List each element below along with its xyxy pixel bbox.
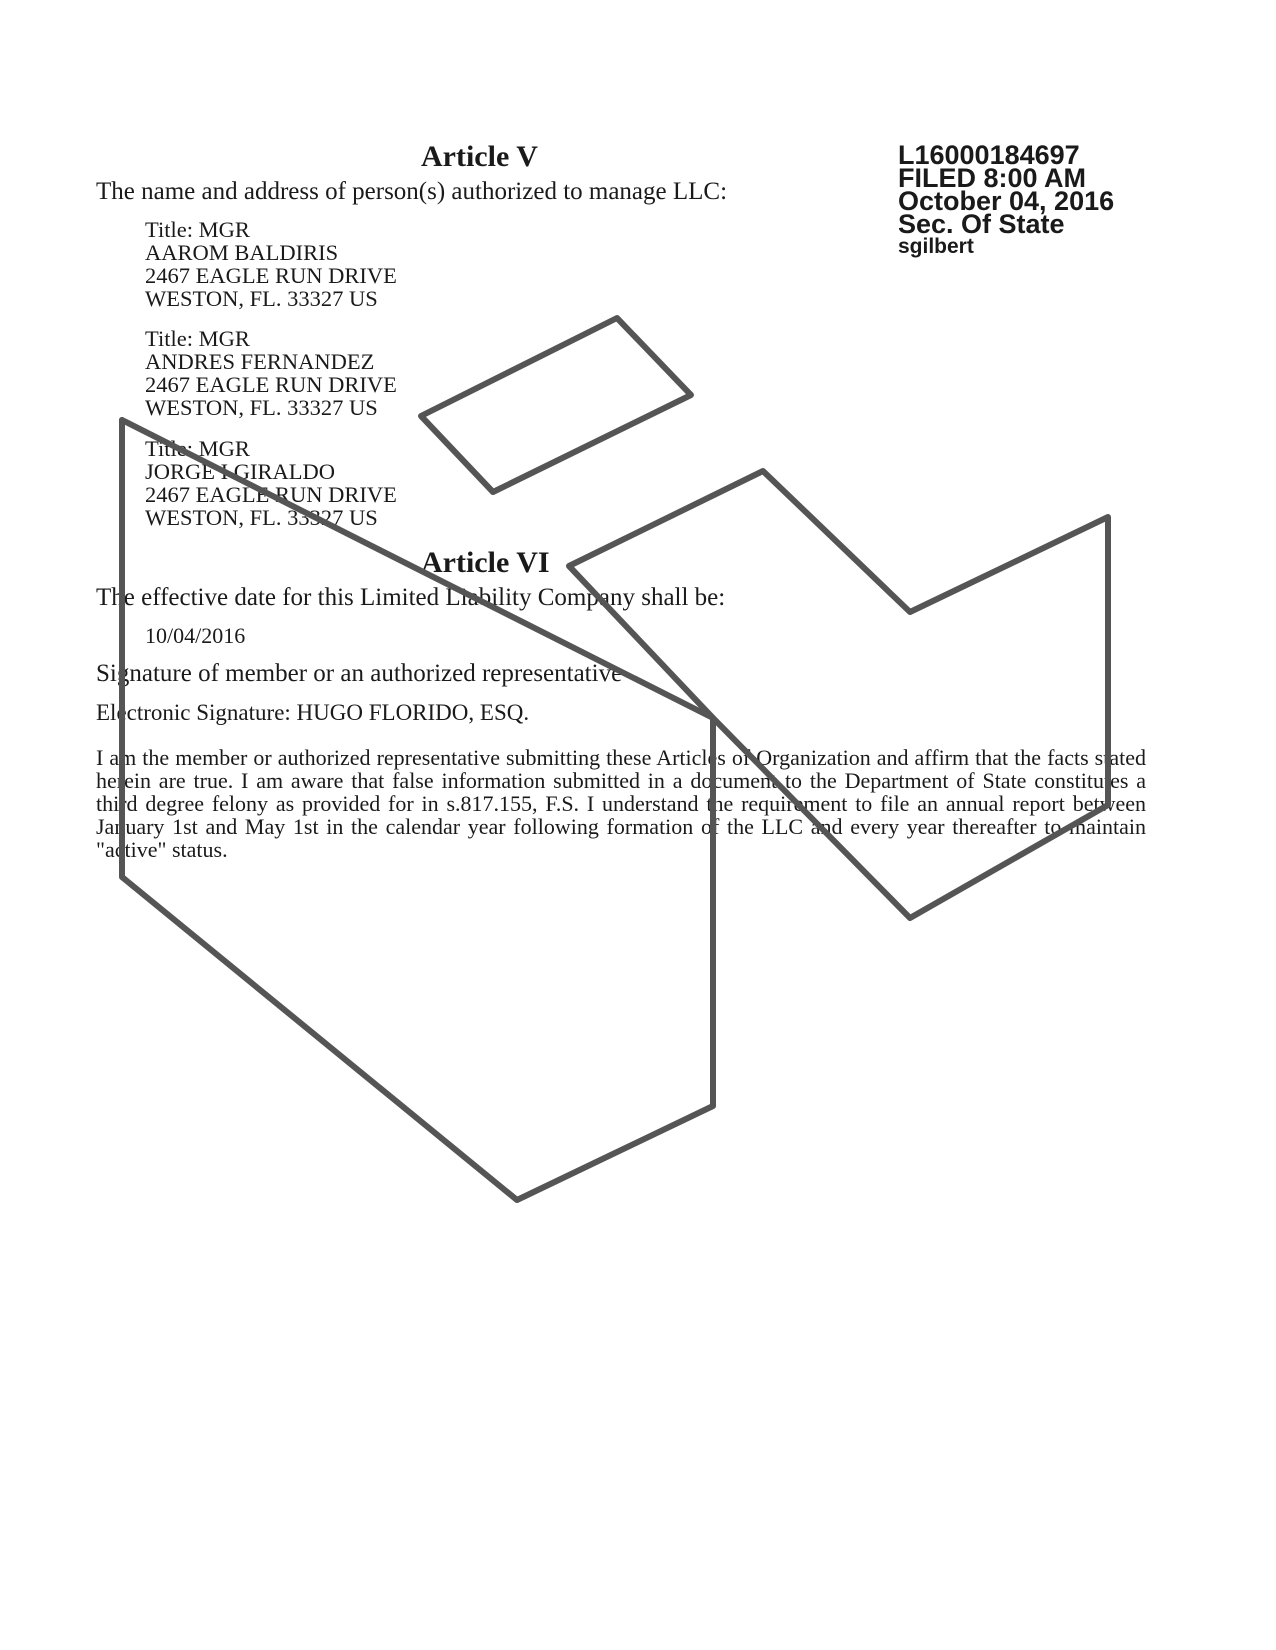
manager-block-1 [145, 218, 397, 310]
article-v-intro: The name and address of person(s) authorized to manage LLC: [96, 178, 728, 205]
filing-stamp [898, 140, 1115, 258]
manager-city: WESTON, FL. 33327 US [145, 286, 378, 311]
stamp-filed-time: FILED 8:00 AM [898, 163, 1087, 193]
affirmation-paragraph: I am the member or authorized representative submitting these Articles of Organization and affirm that the facts stated herein are true. I am aware that false information submitted in a document to the Department of State constitutes a third degree felony as provided for in s.817.155, F.S. I understand the requirement to file an annual report between January 1st and May 1st in the calendar year following formation of the LLC and every year thereafter to maintain "active" status. [96, 745, 1146, 862]
manager-street: 2467 EAGLE RUN DRIVE [145, 372, 397, 397]
manager-title: Title: MGR [145, 217, 250, 242]
signature-label: Signature of member or an authorized representative [96, 660, 623, 687]
stamp-document-number: L16000184697 [898, 140, 1080, 170]
manager-street: 2467 EAGLE RUN DRIVE [145, 263, 397, 288]
electronic-signature: Electronic Signature: HUGO FLORIDO, ESQ. [96, 700, 530, 725]
article-vi-intro: The effective date for this Limited Liability Company shall be: [96, 584, 726, 611]
manager-title: Title: MGR [145, 326, 250, 351]
effective-date: 10/04/2016 [145, 623, 246, 648]
article-vi-heading: Article VI [421, 546, 550, 579]
manager-name: JORGE I GIRALDO [145, 459, 335, 484]
stamp-office: Sec. Of State [898, 209, 1065, 239]
manager-street: 2467 EAGLE RUN DRIVE [145, 482, 397, 507]
manager-city: WESTON, FL. 33327 US [145, 395, 378, 420]
watermark-small-parallelogram [421, 318, 691, 492]
stamp-filed-date: October 04, 2016 [898, 186, 1115, 216]
manager-city: WESTON, FL. 33327 US [145, 505, 378, 530]
manager-block-3 [145, 437, 397, 529]
stamp-user: sgilbert [898, 235, 974, 258]
manager-block-2 [145, 327, 397, 419]
manager-title: Title: MGR [145, 436, 250, 461]
manager-name: ANDRES FERNANDEZ [145, 349, 375, 374]
manager-name: AAROM BALDIRIS [145, 240, 339, 265]
article-v-heading: Article V [421, 140, 538, 173]
